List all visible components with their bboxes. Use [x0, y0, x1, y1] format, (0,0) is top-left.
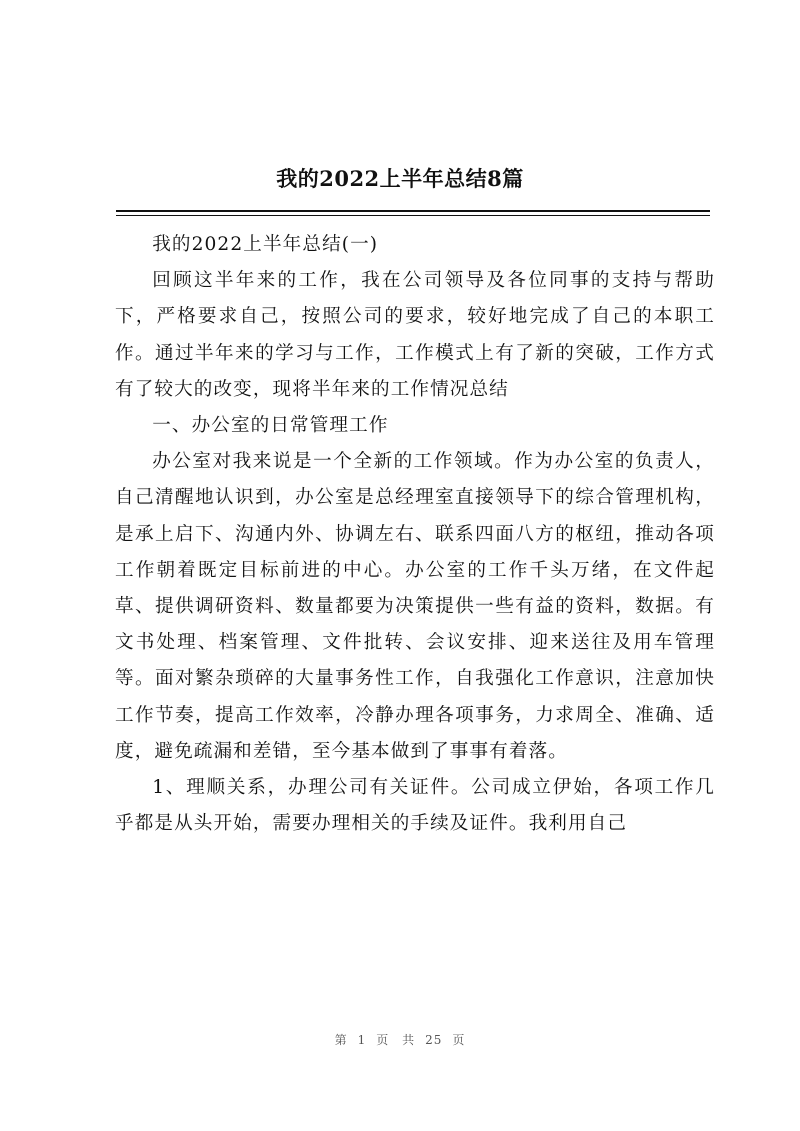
document-title: 我的2022上半年总结8篇: [276, 166, 524, 191]
paragraph: 1、理顺关系，办理公司有关证件。公司成立伊始，各项工作几乎都是从头开始，需要办理相关的手续及证件。我利用自己: [115, 777, 715, 835]
subsection-heading: 一、办公室的日常管理工作: [152, 415, 389, 437]
page-number: 1: [357, 1033, 367, 1047]
page-label-mid: 页 共: [376, 1033, 416, 1047]
paragraph: 回顾这半年来的工作，我在公司领导及各位同事的支持与帮助下，严格要求自己，按照公司的要求，较好地完成了自己的本职工作。通过半年来的学习与工作，工作模式上有了新的突破，工作方式有了较大的改变，现将半年来的工作情况总结: [115, 270, 715, 400]
total-pages: 25: [425, 1033, 443, 1047]
page-label-suffix: 页: [452, 1033, 466, 1047]
title-rule-thin: [116, 215, 710, 216]
page-label-prefix: 第: [334, 1033, 348, 1047]
title-rule-thick: [116, 210, 710, 212]
document-body: [115, 227, 715, 842]
paragraph: 办公室对我来说是一个全新的工作领域。作为办公室的负责人，自己清醒地认识到，办公室是总经理室直接领导下的综合管理机构，是承上启下、沟通内外、协调左右、联系四面八方的枢纽，推动各项工作朝着既定目标前进的中心。办公室的工作千头万绪，在文件起草、提供调研资料、数量都要为决策提供一些有益的资料，数据。有文书处理、档案管理、文件批转、会议安排、迎来送往及用车管理等。面对繁杂琐碎的大量事务性工作，自我强化工作意识，注意加快工作节奏，提高工作效率，冷静办理各项事务，力求周全、准确、适度，避免疏漏和差错，至今基本做到了事事有着落。: [115, 451, 715, 762]
page-footer: [0, 1031, 800, 1048]
section-heading: 我的2022上半年总结(一): [152, 234, 379, 255]
